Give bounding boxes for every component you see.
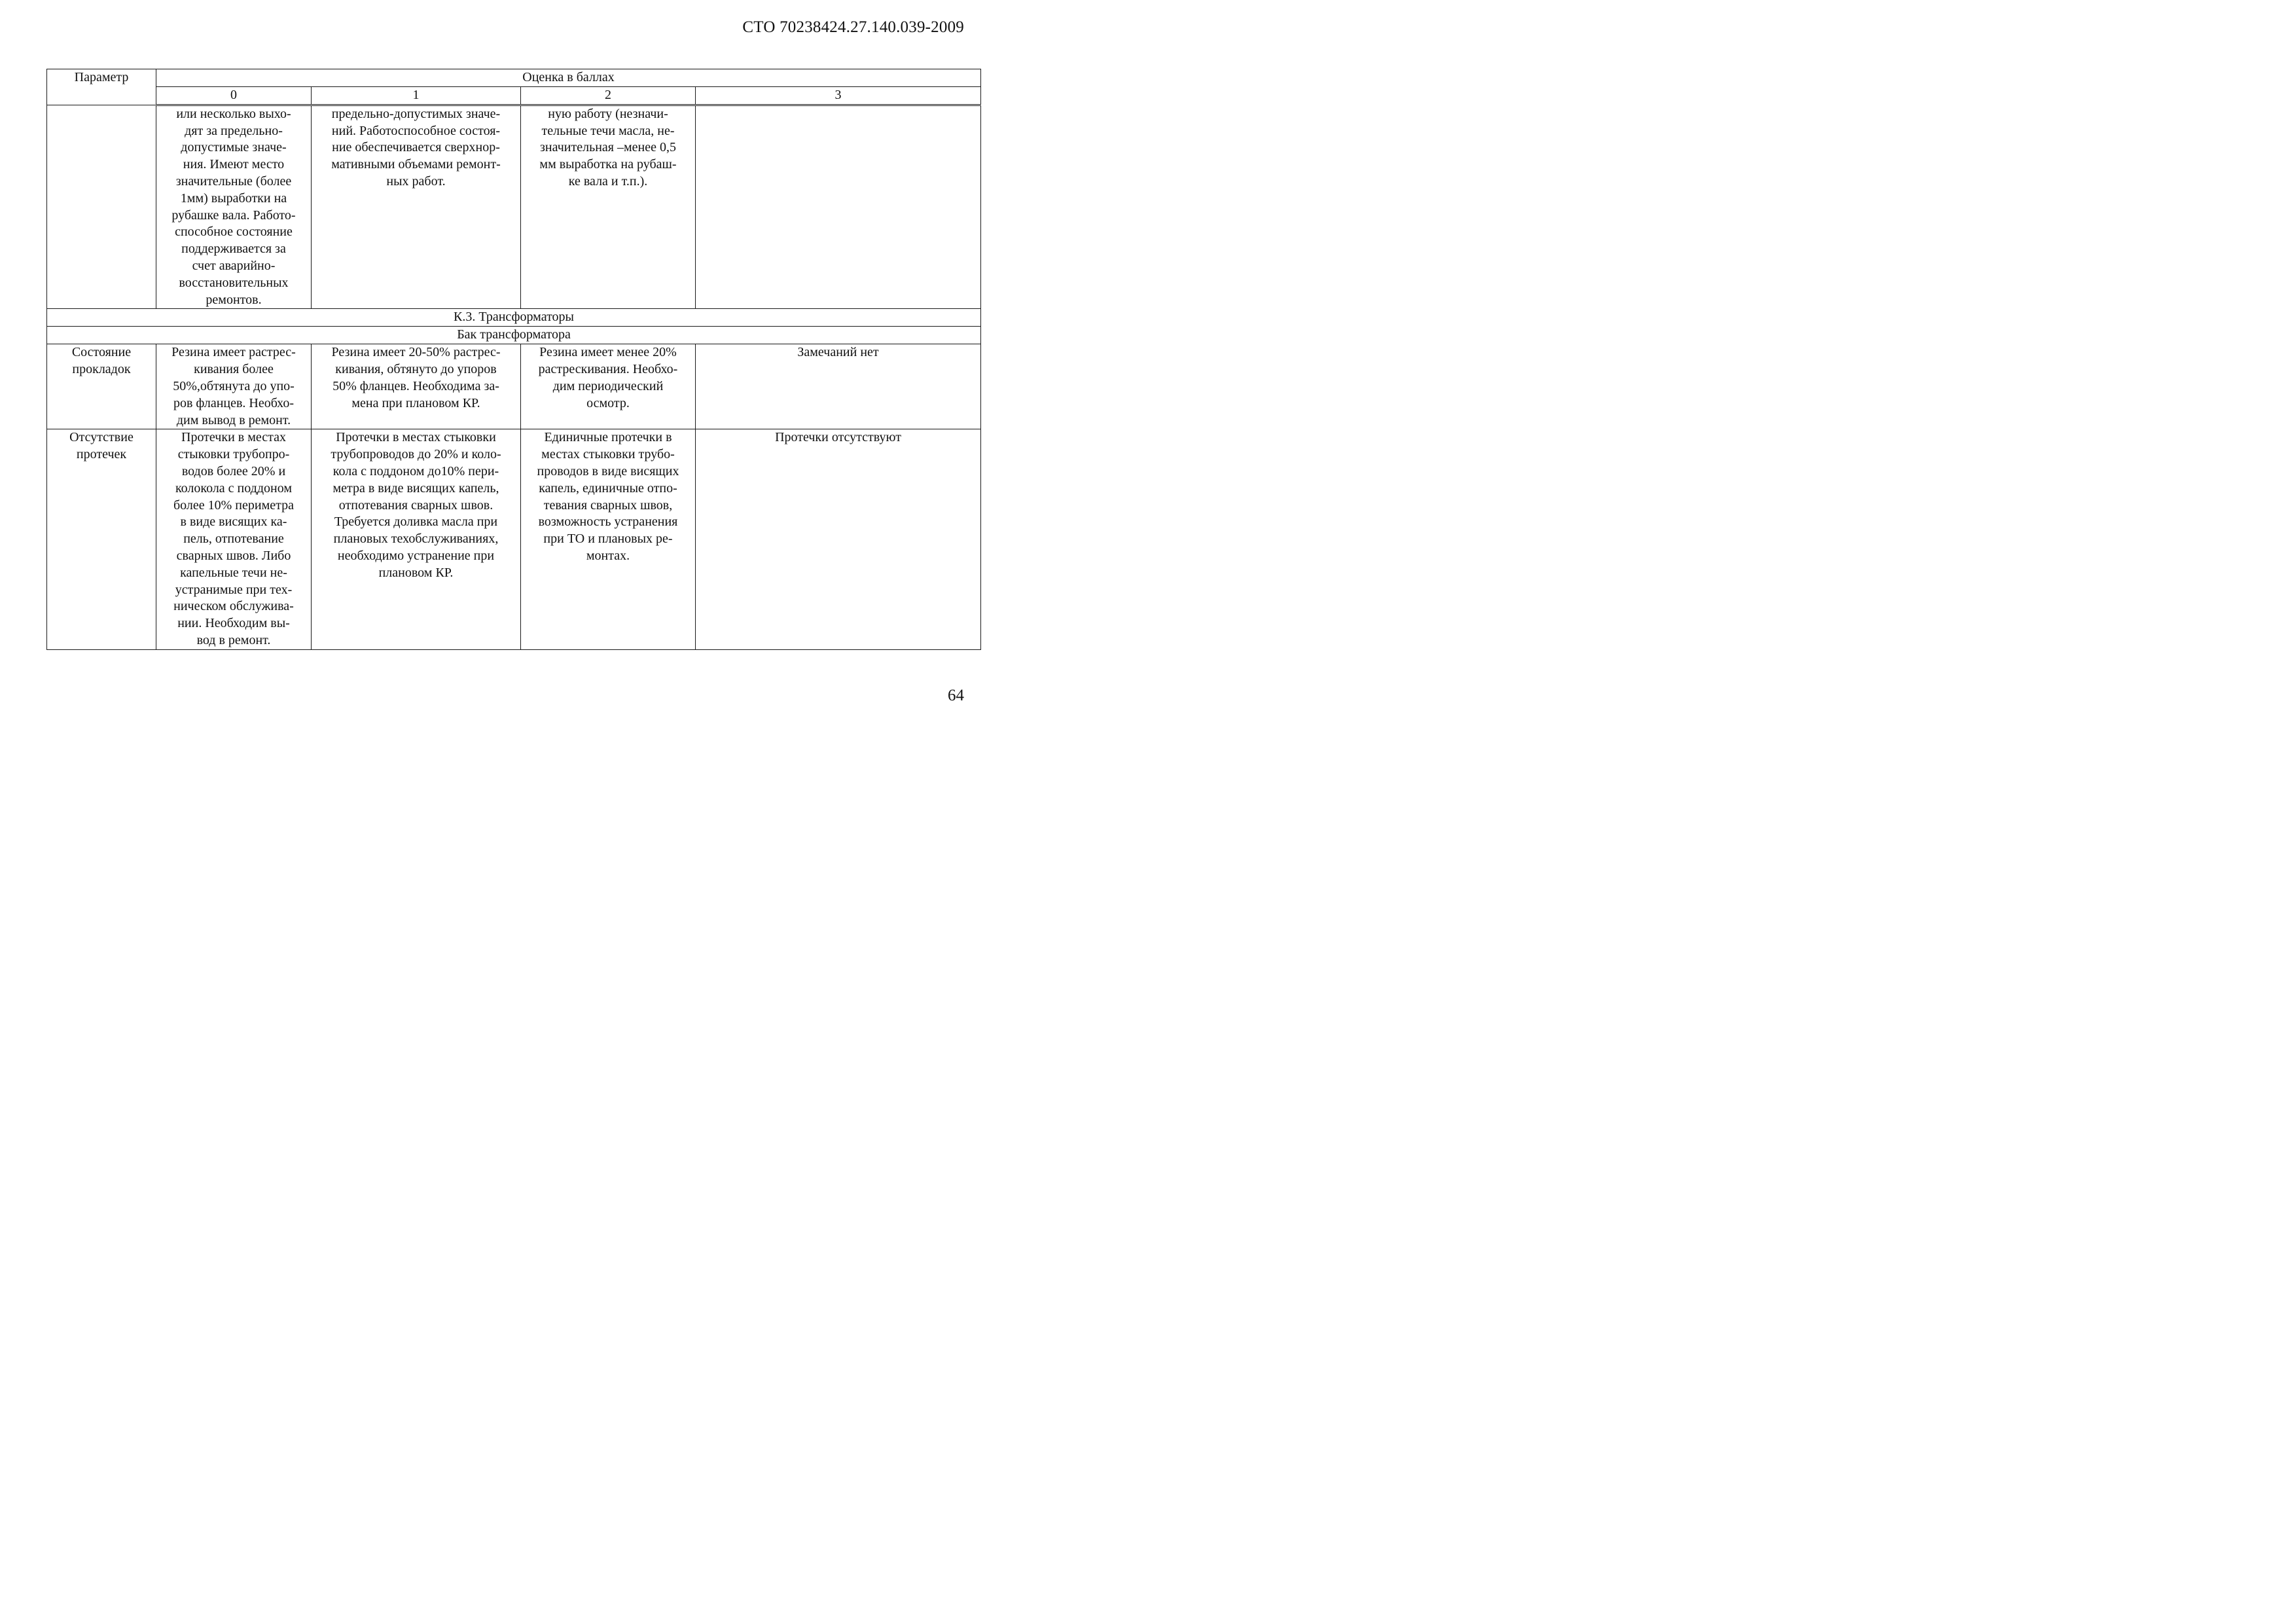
section-title-cell bbox=[47, 309, 981, 327]
score0-text: или несколько выхо- дят за предельно- допустимые значе- ния. Имеют место значительные (более 1мм) выработки на рубашке вала. Работо- способное состояние поддерживается за счет аварийно- восстановительных ремонтов. bbox=[171, 106, 296, 307]
param-text: Состояние прокладок bbox=[71, 345, 132, 377]
score1-text: предельно-допустимых значе- ний. Работоспособное состоя- ние обеспечивается сверхнор- мативными объемами ремонт- ных работ. bbox=[331, 106, 501, 189]
evaluation-table bbox=[46, 69, 981, 650]
score1-text: Резина имеет 20-50% растрес- кивания, обтянуто до упоров 50% фланцев. Необходима за- мена при плановом КР. bbox=[331, 345, 501, 410]
subsection-title-cell bbox=[47, 327, 981, 344]
score3-cell bbox=[696, 429, 981, 649]
param-cell bbox=[47, 429, 156, 649]
score2-cell bbox=[521, 105, 696, 309]
score-col-0 bbox=[156, 87, 312, 105]
score3-text: Протечки отсутствуют bbox=[775, 430, 901, 445]
page-number: 64 bbox=[948, 687, 964, 704]
score3-cell bbox=[696, 344, 981, 429]
score0-cell bbox=[156, 344, 312, 429]
score0-text: Протечки в местах стыковки трубопро- водов более 20% и колокола с поддоном более 10% периметра в виде висящих ка- пель, отпотевание сварных швов. Либо капельные течи не- устранимые при тех- ническом обслужива- нии. Необходим вы- вод в ремонт. bbox=[173, 430, 294, 647]
header-score-cell bbox=[156, 69, 981, 87]
score-col-1 bbox=[312, 87, 521, 105]
score2-text: Единичные протечки в местах стыковки трубо- проводов в виде висящих капель, единичные отпо- тевания сварных швов, возможность устранения при ТО и плановых ре- монтах. bbox=[537, 430, 679, 563]
score1-text: Протечки в местах стыковки трубопроводов до 20% и коло- кола с поддоном до10% пери- метра в виде висящих капель, отпотевания сварных швов. Требуется доливка масла при плановых техобслуживаниях, необходимо устранение при плановом КР. bbox=[331, 430, 501, 580]
score0-text: Резина имеет растрес- кивания более 50%,обтянута до упо- ров фланцев. Необхо- дим вывод в ремонт. bbox=[171, 345, 296, 427]
score2-cell bbox=[521, 429, 696, 649]
header-param-label: Параметр bbox=[74, 70, 129, 84]
score0-cell bbox=[156, 105, 312, 309]
table-row-continuation bbox=[47, 105, 981, 309]
header-param-cell bbox=[47, 69, 156, 105]
document-code: СТО 70238424.27.140.039-2009 bbox=[742, 18, 964, 36]
score-col-label: 1 bbox=[412, 88, 420, 102]
score-col-label: 0 bbox=[230, 88, 237, 102]
header-score-label: Оценка в баллах bbox=[522, 70, 615, 84]
score-col-label: 2 bbox=[605, 88, 611, 102]
param-cell bbox=[47, 105, 156, 309]
score1-cell bbox=[312, 105, 521, 309]
score1-cell bbox=[312, 344, 521, 429]
score2-text: Резина имеет менее 20% растрескивания. Необхо- дим периодический осмотр. bbox=[538, 345, 678, 410]
table-row-gaskets bbox=[47, 344, 981, 429]
score-col-2 bbox=[521, 87, 696, 105]
section-title: К.3. Трансформаторы bbox=[454, 310, 574, 325]
subsection-title: Бак трансформатора bbox=[457, 327, 571, 342]
table-row-leaks bbox=[47, 429, 981, 649]
score3-cell bbox=[696, 105, 981, 309]
score-col-label: 3 bbox=[834, 88, 842, 102]
score0-cell bbox=[156, 429, 312, 649]
score2-cell bbox=[521, 344, 696, 429]
score2-text: ную работу (незначи- тельные течи масла, не- значительная –менее 0,5 мм выработка на рубаш- ке вала и т.п.). bbox=[539, 106, 677, 189]
score3-text: Замечаний нет bbox=[797, 345, 879, 360]
param-cell bbox=[47, 344, 156, 429]
score-col-3 bbox=[696, 87, 981, 105]
score1-cell bbox=[312, 429, 521, 649]
param-text: Отсутствие протечек bbox=[69, 430, 134, 462]
